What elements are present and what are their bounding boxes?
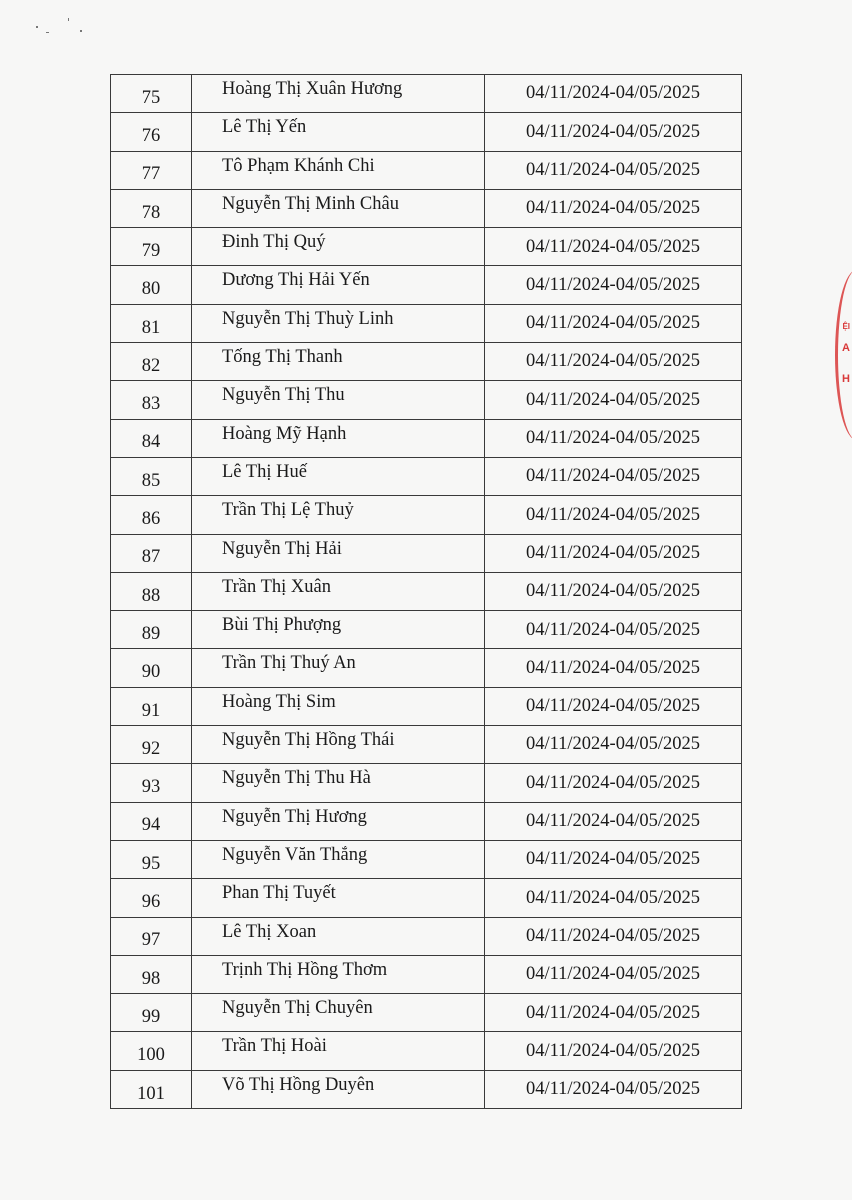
row-number-cell (111, 726, 192, 764)
table-row (111, 496, 742, 534)
table-row (111, 764, 742, 802)
period-dates: 04/11/2024-04/05/2025 (525, 696, 701, 717)
full-name: Trần Thị Lệ Thuỷ (222, 500, 354, 521)
period-dates: 04/11/2024-04/05/2025 (525, 83, 701, 104)
full-name: Nguyễn Thị Thuỳ Linh (222, 308, 394, 329)
table-row (111, 419, 742, 457)
period-cell (485, 304, 742, 342)
table-row (111, 649, 742, 687)
full-name-cell (192, 457, 485, 495)
full-name: Hoàng Thị Xuân Hương (222, 79, 403, 99)
period-cell (485, 955, 742, 993)
full-name-cell (192, 304, 485, 342)
full-name-cell (192, 113, 485, 151)
period-dates: 04/11/2024-04/05/2025 (525, 389, 701, 410)
period-cell (485, 994, 742, 1032)
row-number: 94 (141, 815, 161, 836)
period-cell (485, 381, 742, 419)
period-cell (485, 496, 742, 534)
table-row (111, 113, 742, 151)
period-cell (485, 572, 742, 610)
period-dates: 04/11/2024-04/05/2025 (525, 159, 701, 180)
full-name: Lê Thị Xoan (222, 921, 317, 942)
row-number-cell (111, 802, 192, 840)
period-cell (485, 1070, 742, 1108)
table-row (111, 343, 742, 381)
period-cell (485, 343, 742, 381)
full-name-cell (192, 917, 485, 955)
period-cell (485, 189, 742, 227)
full-name: Tống Thị Thanh (222, 347, 343, 368)
table-row (111, 802, 742, 840)
period-dates: 04/11/2024-04/05/2025 (525, 1079, 701, 1100)
period-cell (485, 764, 742, 802)
row-number-cell (111, 75, 192, 113)
table-row (111, 457, 742, 495)
row-number-cell (111, 496, 192, 534)
full-name-cell (192, 151, 485, 189)
full-name-cell (192, 496, 485, 534)
period-cell (485, 266, 742, 304)
row-number: 88 (141, 585, 161, 606)
row-number-cell (111, 419, 192, 457)
table-row (111, 534, 742, 572)
period-cell (485, 879, 742, 917)
row-number: 87 (141, 547, 161, 568)
full-name-cell (192, 611, 485, 649)
full-name-cell (192, 994, 485, 1032)
row-number: 78 (141, 202, 161, 223)
row-number: 85 (141, 470, 161, 491)
table-row (111, 151, 742, 189)
table-row (111, 994, 742, 1032)
row-number-cell (111, 1070, 192, 1108)
full-name: Trần Thị Thuý An (222, 653, 356, 674)
table-row (111, 1032, 742, 1070)
full-name: Trần Thị Hoài (222, 1036, 327, 1057)
stamp-arc (835, 270, 852, 440)
table-row (111, 266, 742, 304)
period-dates: 04/11/2024-04/05/2025 (525, 887, 701, 908)
row-number-cell (111, 764, 192, 802)
period-dates: 04/11/2024-04/05/2025 (525, 504, 701, 525)
row-number-cell (111, 457, 192, 495)
table-row (111, 687, 742, 725)
row-number-cell (111, 189, 192, 227)
table-row (111, 189, 742, 227)
period-dates: 04/11/2024-04/05/2025 (525, 925, 701, 946)
row-number-cell (111, 572, 192, 610)
row-number-cell (111, 343, 192, 381)
row-number: 84 (141, 432, 161, 453)
period-dates: 04/11/2024-04/05/2025 (525, 351, 701, 372)
period-dates: 04/11/2024-04/05/2025 (525, 236, 701, 257)
roster-table (110, 74, 742, 1109)
table-row (111, 75, 742, 113)
full-name-cell (192, 1070, 485, 1108)
full-name-cell (192, 802, 485, 840)
full-name: Hoàng Mỹ Hạnh (222, 423, 347, 444)
row-number: 91 (141, 700, 161, 721)
period-dates: 04/11/2024-04/05/2025 (525, 849, 701, 870)
row-number: 75 (141, 87, 161, 108)
row-number: 80 (141, 279, 161, 300)
full-name-cell (192, 764, 485, 802)
full-name: Hoàng Thị Sim (222, 691, 336, 712)
scan-speck-marks (36, 18, 96, 48)
period-dates: 04/11/2024-04/05/2025 (525, 811, 701, 832)
full-name: Nguyễn Thị Hải (222, 538, 342, 559)
full-name: Nguyễn Thị Hương (222, 806, 367, 827)
full-name-cell (192, 266, 485, 304)
row-number-cell (111, 228, 192, 266)
row-number: 77 (141, 164, 161, 185)
row-number: 101 (137, 1083, 165, 1104)
period-dates: 04/11/2024-04/05/2025 (525, 466, 701, 487)
row-number: 82 (141, 355, 161, 376)
period-cell (485, 1032, 742, 1070)
row-number: 99 (141, 1006, 161, 1027)
table-row (111, 611, 742, 649)
stamp-letters: ỆI (842, 322, 850, 331)
full-name: Tô Phạm Khánh Chi (222, 155, 375, 176)
full-name-cell (192, 879, 485, 917)
roster-table-body (111, 75, 742, 1109)
period-dates: 04/11/2024-04/05/2025 (525, 274, 701, 295)
row-number: 86 (141, 509, 161, 530)
period-dates: 04/11/2024-04/05/2025 (525, 734, 701, 755)
row-number-cell (111, 840, 192, 878)
row-number: 98 (141, 968, 161, 989)
period-dates: 04/11/2024-04/05/2025 (525, 542, 701, 563)
row-number: 93 (141, 777, 161, 798)
row-number: 83 (141, 394, 161, 415)
period-cell (485, 419, 742, 457)
full-name-cell (192, 649, 485, 687)
table-row (111, 917, 742, 955)
row-number: 76 (141, 126, 161, 147)
full-name-cell (192, 75, 485, 113)
row-number: 81 (141, 317, 161, 338)
row-number-cell (111, 649, 192, 687)
full-name: Phan Thị Tuyết (222, 883, 336, 904)
full-name-cell (192, 534, 485, 572)
period-dates: 04/11/2024-04/05/2025 (525, 772, 701, 793)
period-cell (485, 534, 742, 572)
period-dates: 04/11/2024-04/05/2025 (525, 619, 701, 640)
period-dates: 04/11/2024-04/05/2025 (525, 657, 701, 678)
stamp-letter: A (842, 342, 850, 354)
full-name-cell (192, 1032, 485, 1070)
full-name: Lê Thị Huế (222, 461, 307, 482)
full-name: Võ Thị Hồng Duyên (222, 1074, 375, 1095)
row-number-cell (111, 304, 192, 342)
row-number-cell (111, 611, 192, 649)
row-number: 90 (141, 662, 161, 683)
period-dates: 04/11/2024-04/05/2025 (525, 964, 701, 985)
full-name: Nguyễn Thị Hồng Thái (222, 730, 395, 751)
full-name-cell (192, 726, 485, 764)
full-name: Nguyễn Văn Thắng (222, 844, 368, 865)
row-number-cell (111, 879, 192, 917)
period-cell (485, 113, 742, 151)
period-dates: 04/11/2024-04/05/2025 (525, 121, 701, 142)
full-name-cell (192, 419, 485, 457)
stamp-letter: H (842, 373, 850, 385)
period-cell (485, 687, 742, 725)
full-name-cell (192, 381, 485, 419)
period-cell (485, 228, 742, 266)
period-cell (485, 726, 742, 764)
table-row (111, 381, 742, 419)
red-stamp-fragment (834, 270, 852, 440)
period-cell (485, 151, 742, 189)
table-row (111, 955, 742, 993)
row-number-cell (111, 955, 192, 993)
full-name: Nguyễn Thị Thu (222, 385, 345, 406)
table-row (111, 1070, 742, 1108)
full-name: Trịnh Thị Hồng Thơm (222, 959, 388, 980)
row-number: 97 (141, 930, 161, 951)
row-number: 95 (141, 853, 161, 874)
period-cell (485, 649, 742, 687)
full-name-cell (192, 343, 485, 381)
period-cell (485, 917, 742, 955)
table-row (111, 228, 742, 266)
table-row (111, 572, 742, 610)
row-number: 100 (137, 1045, 165, 1066)
full-name: Nguyễn Thị Minh Châu (222, 193, 399, 214)
row-number-cell (111, 113, 192, 151)
row-number-cell (111, 266, 192, 304)
period-dates: 04/11/2024-04/05/2025 (525, 428, 701, 449)
full-name-cell (192, 840, 485, 878)
period-cell (485, 457, 742, 495)
period-cell (485, 840, 742, 878)
table-row (111, 840, 742, 878)
row-number-cell (111, 151, 192, 189)
full-name-cell (192, 687, 485, 725)
period-cell (485, 75, 742, 113)
full-name: Bùi Thị Phượng (222, 615, 342, 636)
table-row (111, 726, 742, 764)
row-number-cell (111, 534, 192, 572)
period-dates: 04/11/2024-04/05/2025 (525, 198, 701, 219)
period-cell (485, 611, 742, 649)
full-name: Nguyễn Thị Chuyên (222, 998, 373, 1019)
full-name-cell (192, 955, 485, 993)
row-number-cell (111, 994, 192, 1032)
row-number-cell (111, 1032, 192, 1070)
full-name-cell (192, 572, 485, 610)
row-number-cell (111, 917, 192, 955)
period-dates: 04/11/2024-04/05/2025 (525, 1002, 701, 1023)
period-dates: 04/11/2024-04/05/2025 (525, 313, 701, 334)
full-name-cell (192, 189, 485, 227)
full-name: Trần Thị Xuân (222, 576, 331, 597)
full-name: Lê Thị Yến (222, 117, 307, 138)
period-dates: 04/11/2024-04/05/2025 (525, 1040, 701, 1061)
period-cell (485, 802, 742, 840)
table-row (111, 879, 742, 917)
full-name: Nguyễn Thị Thu Hà (222, 768, 371, 789)
row-number: 89 (141, 623, 161, 644)
row-number: 79 (141, 240, 161, 261)
full-name-cell (192, 228, 485, 266)
row-number-cell (111, 381, 192, 419)
row-number-cell (111, 687, 192, 725)
row-number: 92 (141, 738, 161, 759)
table-row (111, 304, 742, 342)
period-dates: 04/11/2024-04/05/2025 (525, 581, 701, 602)
row-number: 96 (141, 892, 161, 913)
full-name: Dương Thị Hải Yến (222, 270, 370, 291)
full-name: Đinh Thị Quý (222, 232, 326, 253)
